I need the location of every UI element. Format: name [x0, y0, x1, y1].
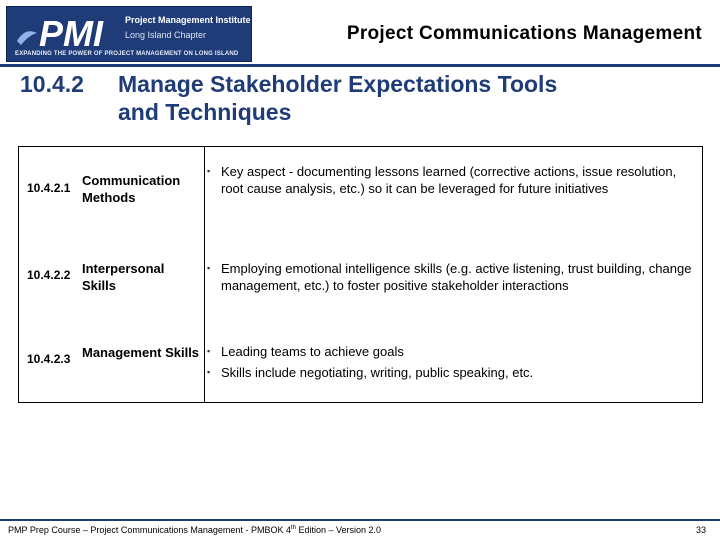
bullet-text: Employing emotional intelligence skills (e.g. active listening, trust building, change management, etc.) to foster positive stakeholder interactions	[221, 261, 692, 293]
chapter-name: Long Island Chapter	[125, 30, 207, 40]
pmi-logo-letters: PMI	[39, 13, 104, 51]
bullet-text: Leading teams to achieve goals	[221, 344, 404, 359]
row-number: 10.4.2.3	[27, 352, 71, 366]
header-title: Project Communications Management	[346, 23, 702, 44]
footer-divider	[0, 519, 720, 521]
column-divider	[204, 147, 205, 402]
page-number: 33	[695, 525, 706, 535]
title-line-1: Manage Stakeholder Expectations Tools	[118, 71, 558, 97]
row-number: 10.4.2.1	[27, 181, 71, 195]
footer-text-edition: Edition – Version 2.0	[295, 525, 382, 535]
slide-title	[20, 70, 710, 126]
title-line-2: and Techniques	[118, 99, 292, 125]
row-name: Communication Methods	[82, 173, 181, 205]
bullet-icon: ▪	[207, 166, 211, 176]
bullet-item	[207, 364, 697, 381]
bullet-text: Skills include negotiating, writing, public speaking, etc.	[221, 365, 534, 380]
tools-table	[18, 146, 703, 403]
footer-text-main: PMP Prep Course – Project Communications Management - PMBOK 4	[8, 525, 291, 535]
bullet-list	[207, 260, 697, 298]
logo-tagline: EXPANDING THE POWER OF PROJECT MANAGEMENT ON LONG ISLAND	[15, 51, 239, 57]
bullet-item	[207, 260, 697, 294]
pmi-logo-mark	[15, 13, 119, 51]
bullet-item	[207, 163, 697, 197]
footer-superscript: th	[290, 525, 296, 531]
bullet-text: Key aspect - documenting lessons learned (corrective actions, issue resolution, root cause analysis, etc.) so it can be leveraged for future initiatives	[221, 164, 677, 196]
bullet-icon: ▪	[207, 367, 211, 377]
bullet-icon: ▪	[207, 346, 211, 356]
bullet-item	[207, 343, 697, 360]
footer-text	[8, 525, 381, 535]
bullet-list	[207, 163, 697, 201]
pmi-logo	[6, 6, 252, 62]
row-name: Interpersonal Skills	[82, 261, 165, 293]
row-name: Management Skills	[82, 345, 200, 360]
header-divider	[0, 64, 720, 67]
bullet-icon: ▪	[207, 263, 211, 273]
bullet-list	[207, 343, 697, 385]
institute-name: Project Management Institute	[125, 15, 251, 25]
title-number: 10.4.2	[20, 71, 84, 97]
row-number: 10.4.2.2	[27, 268, 71, 282]
